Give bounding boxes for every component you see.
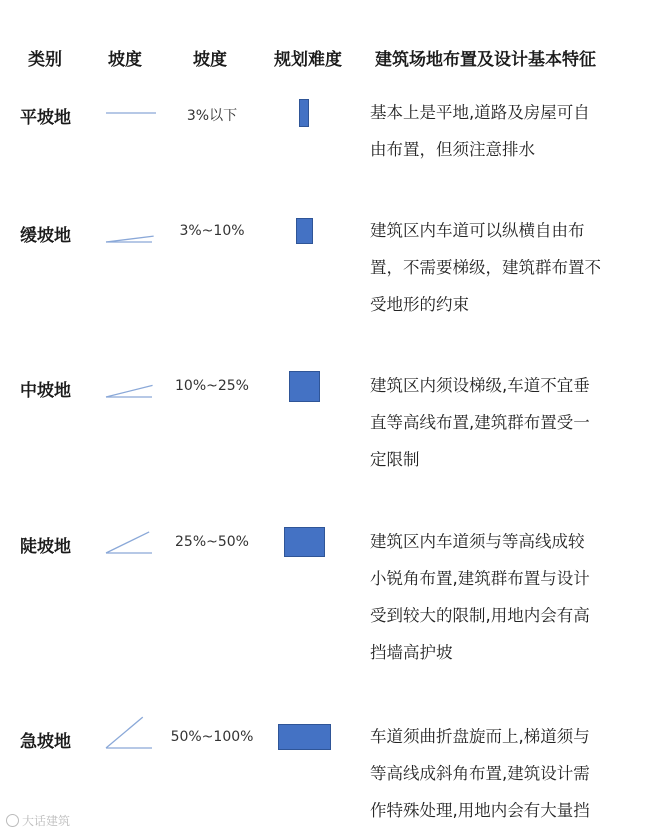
row-grade: 10%~25% xyxy=(175,378,249,394)
difficulty-box xyxy=(296,218,313,244)
feature-line: 基本上是平地,道路及房屋可自 xyxy=(370,103,590,122)
row-grade: 25%~50% xyxy=(175,534,249,550)
difficulty-box xyxy=(284,527,325,557)
row-category: 急坡地 xyxy=(20,732,71,752)
feature-line: 受地形的约束 xyxy=(370,295,469,314)
header-difficulty: 规划难度 xyxy=(274,50,342,70)
header-slope-grade: 坡度 xyxy=(193,50,227,70)
feature-line: 挡墙高护坡 xyxy=(370,643,453,662)
feature-line: 建筑区内车道可以纵横自由布 xyxy=(370,221,585,240)
feature-line: 定限制 xyxy=(370,450,420,469)
feature-line: 置，不需要梯级，建筑群布置不 xyxy=(370,258,601,277)
slope-diagram xyxy=(100,371,156,401)
slope-diagram xyxy=(100,216,156,246)
feature-line: 车道须曲折盘旋而上,梯道须与 xyxy=(370,727,590,746)
header-slope-line: 坡度 xyxy=(108,50,142,70)
slope-diagram xyxy=(100,98,156,128)
difficulty-box xyxy=(299,99,309,127)
row-category: 平坡地 xyxy=(20,108,71,128)
row-features xyxy=(370,367,642,478)
feature-line: 受到较大的限制,用地内会有高 xyxy=(370,606,590,625)
slope-line xyxy=(106,717,143,748)
feature-line: 建筑区内车道须与等高线成较 xyxy=(370,532,585,551)
slope-diagram xyxy=(100,527,156,557)
row-features xyxy=(370,523,642,671)
difficulty-box xyxy=(278,724,331,750)
row-features xyxy=(370,94,642,168)
row-category: 缓坡地 xyxy=(20,226,71,246)
row-features xyxy=(370,718,642,829)
feature-line: 由布置，但须注意排水 xyxy=(370,140,535,159)
watermark-text: 大话建筑 xyxy=(22,814,71,828)
slope-line xyxy=(106,532,149,553)
feature-line: 建筑区内须设梯级,车道不宜垂 xyxy=(370,376,590,395)
header-category: 类别 xyxy=(28,50,62,70)
row-grade: 3%~10% xyxy=(179,223,245,239)
feature-line: 直等高线布置,建筑群布置受一 xyxy=(370,413,590,432)
row-grade: 50%~100% xyxy=(170,729,254,745)
row-grade: 3%以下 xyxy=(186,108,238,124)
watermark xyxy=(6,812,70,829)
difficulty-box xyxy=(289,371,320,402)
row-category: 陡坡地 xyxy=(20,537,71,557)
header-features: 建筑场地布置及设计基本特征 xyxy=(375,50,596,70)
watermark-logo-icon xyxy=(6,814,19,827)
slope-diagram xyxy=(100,722,156,752)
feature-line: 作特殊处理,用地内会有大量挡 xyxy=(370,801,590,820)
row-features xyxy=(370,212,642,323)
slope-line xyxy=(106,236,154,242)
feature-line: 小锐角布置,建筑群布置与设计 xyxy=(370,569,590,588)
feature-line: 等高线成斜角布置,建筑设计需 xyxy=(370,764,590,783)
row-category: 中坡地 xyxy=(20,381,71,401)
slope-line xyxy=(106,385,153,397)
